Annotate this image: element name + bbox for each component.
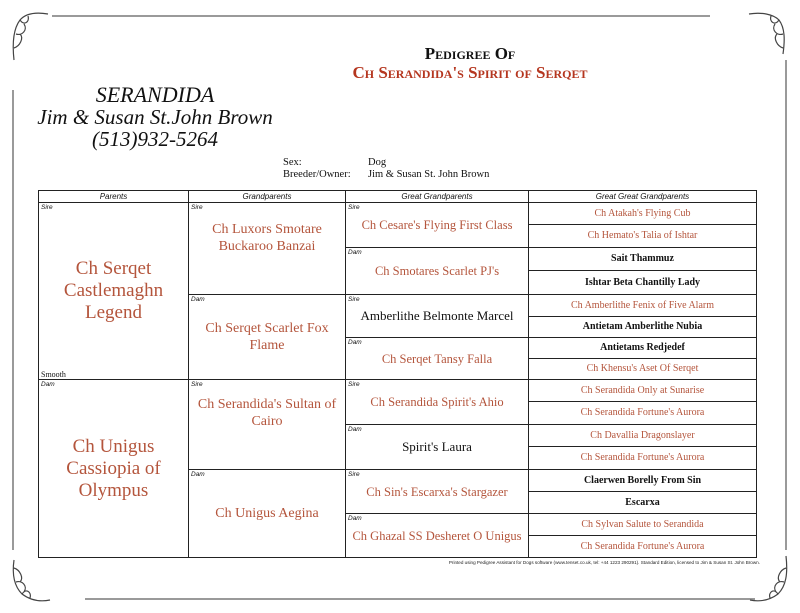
parent-sire-name: Ch Serqet Castlemaghn Legend xyxy=(63,258,164,323)
grandparent-name: Ch Luxors Smotare Buckaroo Banzai xyxy=(212,222,322,254)
great-grandparent-4[interactable] xyxy=(346,338,529,380)
great-grandparent-7[interactable] xyxy=(346,470,529,514)
great-grandparent-name: Ch Smotares Scarlet PJ's xyxy=(374,264,500,278)
kennel-name: SERANDIDA xyxy=(95,82,215,107)
pedigree-table xyxy=(38,190,757,558)
sire-label: Sire xyxy=(348,471,360,478)
sire-label: Sire xyxy=(191,381,203,388)
sire-label: Sire xyxy=(41,204,53,211)
breeder-value: Jim & Susan St. John Brown xyxy=(368,169,490,180)
gg-grandparent-name: Ch Amberlithe Fenix of Five Alarm xyxy=(570,299,715,311)
great-grandparent-name: Ch Ghazal SS Desheret O Unigus xyxy=(352,528,522,543)
gg-grandparent-16[interactable] xyxy=(529,536,756,557)
dam-label: Dam xyxy=(191,296,205,303)
great-grandparent-2[interactable] xyxy=(346,248,529,295)
gg-grandparent-name: Ch Khensu's Aset Of Serqet xyxy=(586,363,699,374)
parent-sire[interactable] xyxy=(39,203,189,380)
grandparent-name: Ch Unigus Aegina xyxy=(215,506,319,521)
software-credit: Printed using Pedigree Assistant for Dogs software (www.tenset.co.uk, tel: +44 1223 290291). Standard Edition, licensed to Jim & Susan St. John Brown. xyxy=(448,560,760,565)
gg-grandparent-name: Ch Serandida Only at Sunarise xyxy=(580,384,705,396)
gg-grandparent-name: Antietams Redjedef xyxy=(600,342,685,353)
dam-label: Dam xyxy=(41,381,55,388)
column-header-parents: Parents xyxy=(39,191,189,203)
gg-grandparent-3[interactable] xyxy=(529,248,756,271)
page-border-left xyxy=(12,90,14,550)
breeder-label: Breeder/Owner: xyxy=(283,169,351,180)
great-grandparent-1[interactable] xyxy=(346,203,529,248)
gg-grandparent-4[interactable] xyxy=(529,271,756,295)
grandparent-2[interactable] xyxy=(189,295,346,380)
gg-grandparent-14[interactable] xyxy=(529,492,756,514)
title-line-1: Pedigree Of xyxy=(424,44,516,63)
great-grandparent-6[interactable] xyxy=(346,425,529,470)
gg-grandparent-6[interactable] xyxy=(529,317,756,338)
gg-grandparent-name: Escarxa xyxy=(625,496,660,508)
page-border-top-right xyxy=(310,15,710,17)
page-border-top xyxy=(52,15,310,17)
grandparent-4[interactable] xyxy=(189,470,346,557)
gg-grandparent-8[interactable] xyxy=(529,359,756,380)
dam-label: Dam xyxy=(348,339,362,346)
gg-grandparent-name: Ch Sylvan Salute to Serandida xyxy=(581,518,704,530)
parent-dam-name: Ch Unigus Cassiopia of Olympus xyxy=(66,435,161,501)
great-grandparent-name: Amberlithe Belmonte Marcel xyxy=(360,308,514,323)
kennel-phone: (513)932-5264 xyxy=(92,127,218,151)
column-header-grandparents: Grandparents xyxy=(189,191,346,203)
gg-grandparent-name: Ch Serandida Fortune's Aurora xyxy=(580,407,705,418)
column-header-great-great-grandparents: Great Great Grandparents xyxy=(529,191,756,203)
dam-label: Dam xyxy=(348,426,362,433)
column-header-great-grandparents: Great Grandparents xyxy=(346,191,529,203)
kennel-info xyxy=(30,84,280,150)
sex-label: Sex: xyxy=(283,157,302,168)
grandparent-name: Ch Serandida's Sultan of Cairo xyxy=(197,397,337,429)
great-grandparent-name: Spirit's Laura xyxy=(402,439,472,454)
great-grandparent-3[interactable] xyxy=(346,295,529,338)
corner-ornament-icon xyxy=(8,8,52,64)
sire-label: Sire xyxy=(348,381,360,388)
corner-ornament-icon xyxy=(745,8,789,64)
gg-grandparent-13[interactable] xyxy=(529,470,756,492)
page-border-right xyxy=(785,60,787,550)
dam-label: Dam xyxy=(348,515,362,522)
gg-grandparent-1[interactable] xyxy=(529,203,756,225)
sex-value: Dog xyxy=(368,157,387,168)
gg-grandparent-name: Ch Hemato's Talia of Ishtar xyxy=(587,230,698,241)
page-title xyxy=(300,45,640,83)
dog-meta xyxy=(283,157,489,181)
sire-label: Sire xyxy=(348,296,360,303)
gg-grandparent-5[interactable] xyxy=(529,295,756,317)
great-grandparent-8[interactable] xyxy=(346,514,529,557)
gg-grandparent-9[interactable] xyxy=(529,380,756,402)
grandparent-name: Ch Serqet Scarlet Fox Flame xyxy=(205,321,329,353)
gg-grandparent-name: Ch Serandida Fortune's Aurora xyxy=(580,452,705,463)
gg-grandparent-name: Ch Serandida Fortune's Aurora xyxy=(580,540,705,552)
gg-grandparent-10[interactable] xyxy=(529,402,756,425)
corner-ornament-icon xyxy=(8,552,52,608)
page-border-bottom xyxy=(85,598,755,600)
gg-grandparent-12[interactable] xyxy=(529,447,756,470)
dog-name-title: Ch Serandida's Spirit of Serqet xyxy=(352,63,588,82)
sire-label: Sire xyxy=(191,204,203,211)
gg-grandparent-name: Sait Thammuz xyxy=(611,253,674,264)
great-grandparent-name: Ch Serandida Spirit's Ahio xyxy=(370,395,504,409)
gg-grandparent-name: Antietam Amberlithe Nubia xyxy=(582,321,703,332)
kennel-owners: Jim & Susan St.John Brown xyxy=(37,105,273,129)
great-grandparent-5[interactable] xyxy=(346,380,529,425)
gg-grandparent-15[interactable] xyxy=(529,514,756,536)
gg-grandparent-name: Ch Davallia Dragonslayer xyxy=(590,429,695,441)
dam-label: Dam xyxy=(348,249,362,256)
gg-grandparent-11[interactable] xyxy=(529,425,756,447)
dam-label: Dam xyxy=(191,471,205,478)
grandparent-1[interactable] xyxy=(189,203,346,295)
parent-dam[interactable] xyxy=(39,380,189,557)
great-grandparent-name: Ch Serqet Tansy Falla xyxy=(381,351,493,366)
grandparent-3[interactable] xyxy=(189,380,346,470)
gg-grandparent-name: Ch Atakah's Flying Cub xyxy=(594,207,691,219)
gg-grandparent-name: Claerwen Borelly From Sin xyxy=(583,474,702,486)
great-grandparent-name: Ch Cesare's Flying First Class xyxy=(361,218,513,232)
great-grandparent-name: Ch Sin's Escarxa's Stargazer xyxy=(366,484,508,499)
coat-note: Smooth xyxy=(41,370,66,379)
gg-grandparent-7[interactable] xyxy=(529,338,756,359)
gg-grandparent-2[interactable] xyxy=(529,225,756,248)
gg-grandparent-name: Ishtar Beta Chantilly Lady xyxy=(584,276,701,288)
sire-label: Sire xyxy=(348,204,360,211)
